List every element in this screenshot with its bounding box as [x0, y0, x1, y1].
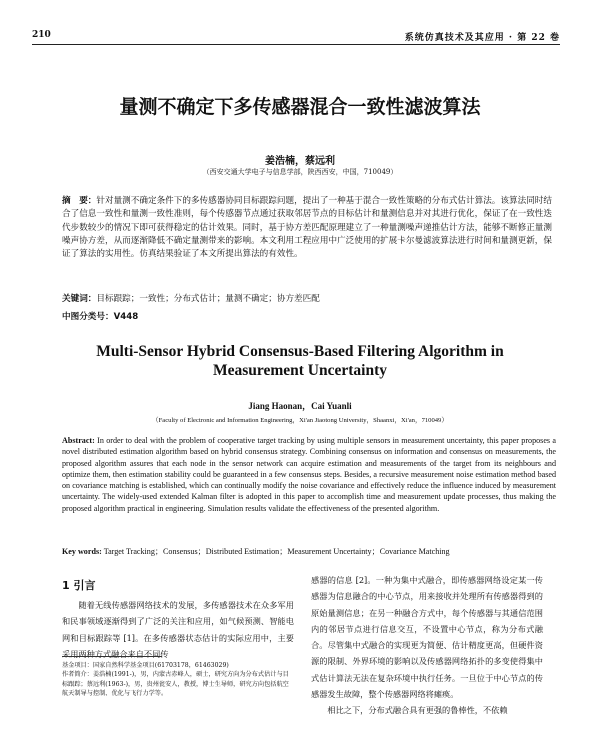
- authors-en: Jiang Haonan，Cai Yuanli: [248, 401, 352, 411]
- authors-cn: 姜浩楠，蔡远利: [265, 156, 335, 167]
- footnote-divider: [62, 656, 162, 657]
- body-column-right: [311, 572, 543, 719]
- abstract-cn: [62, 195, 552, 261]
- classification-cn: [62, 310, 552, 322]
- classification-cn-text: V448: [113, 312, 139, 322]
- abstract-cn-label: 摘 要：: [62, 196, 97, 206]
- abstract-cn-text: 针对量测不确定条件下的多传感器协同目标跟踪问题，提出了一种基于混合一致性策略的分布式估计算法。该算法同时结合了信息一致性和量测一致性准则，每个传感器节点通过获取邻居节点的目标估计和量测信息并对其进行优化，保证了在一致性迭代步数较少的情况下即可获得稳定的估计效果。同时，基于协方差匹配原理建立了一种量测噪声递推估计方法，能够不断修正量测噪声协方差，从而逐渐降低不确定量测带来的影响。本文利用工程应用中广泛使用的扩展卡尔曼滤波算法进行时间和量测更新，保证了算法的实用性。仿真结果验证了本文所提出算法的有效性。: [62, 196, 552, 260]
- journal-name: 系统仿真技术及其应用 · 第 22 卷: [404, 33, 560, 43]
- running-header: [32, 30, 560, 45]
- paper-title-cn: 量测不确定下多传感器混合一致性滤波算法: [119, 96, 481, 118]
- footnote-authors: 作者简介：姜浩楠(1991-)，男，内蒙古赤峰人，硕士，研究方向为分布式估计与目标跟踪；蔡远利(1963-)，男，贵州瓮安人，教授，博士生导师，研究方向包括航空航天制导与控制、优化与飞行力学等。: [62, 671, 289, 698]
- keywords-en-label: Key words:: [62, 547, 102, 556]
- abstract-en: [62, 435, 556, 514]
- keywords-en-text: Target Tracking；Consensus；Distributed Estimation；Measurement Uncertainty；Covariance Matching: [103, 547, 450, 556]
- intro-paragraph-1-cont: 感器的信息 [2]。一种为集中式融合，即传感器网络设定某一传感器为信息融合的中心节点，用来接收并处理所有传感器得到的原始量测信息；在另一种融合方式中，每个传感器与其通信范围内的邻居节点进行信息交互，不设置中心节点，称为分布式融合。尽管集中式融合的实现更为简便、估计精度更高，但硬件资源的限制、外界环境的影响以及传感器网络拓扑的多变使得集中式估计算法无法在复杂环境中执行任务。一旦位于中心节点的传感器发生故障，整个传感器网络将瘫痪。: [311, 575, 543, 700]
- abstract-en-label: Abstract:: [62, 436, 95, 445]
- keywords-cn-label: 关键词：: [62, 294, 97, 304]
- classification-cn-label: 中图分类号：: [62, 312, 114, 322]
- intro-paragraph-2: 相比之下，分布式融合具有更强的鲁棒性，不依赖: [327, 705, 508, 716]
- section-heading-introduction: 1 引言: [62, 579, 96, 592]
- page-number: 210: [32, 30, 51, 40]
- keywords-cn: [62, 292, 552, 304]
- keywords-cn-text: 目标跟踪；一致性；分布式估计；量测不确定；协方差匹配: [96, 294, 320, 304]
- affiliation-cn: （西安交通大学电子与信息学部，陕西西安，中国，710049）: [202, 168, 398, 176]
- footnote: [62, 661, 294, 699]
- intro-paragraph-1: 随着无线传感器网络技术的发展，多传感器技术在众多军用和民事领域逐渐得到了广泛的关注和应用，如气候预测、智能电网和目标跟踪等 [1]。在多传感器状态估计的实际应用中，主要采用两种方式融合来自不同传: [62, 600, 294, 659]
- affiliation-en: （Faculty of Electronic and Information Engineering，Xi'an Jiaotong University，Shaanxi，Xi'an，710049）: [152, 417, 448, 424]
- paper-title-en: Multi-Sensor Hybrid Consensus-Based Filtering Algorithm in Measurement Uncertainty: [96, 343, 504, 379]
- abstract-en-text: In order to deal with the problem of cooperative target tracking by using multiple sensors in measurement uncertainty, this paper proposes a novel distributed estimation algorithm based on hybrid consensus strategy. Combining consensus on information and consensus on measurements, the proposed algorithm assures that each node in the sensor network can acquire estimation and measurements of the target from its neighbours and optimize them, then estimation stability could be guaranteed in a few consensus steps. Besides, a recursive measurement noise estimation method based on covariance matching is established, which can continually modify the noise covariance and effectively reduce the influence induced by measurement uncertainty. The widely-used extended Kalman filter is adopted in this paper to accomplish time and measurement update processes, thus making the proposed algorithm practical in engineering. Simulation results validate the effectiveness of the presented algorithm.: [62, 436, 556, 513]
- footnote-fund: 基金项目：国家自然科学基金项目(61703178，61463029): [62, 662, 229, 669]
- keywords-en: [62, 546, 562, 557]
- body-column-left: [62, 597, 294, 662]
